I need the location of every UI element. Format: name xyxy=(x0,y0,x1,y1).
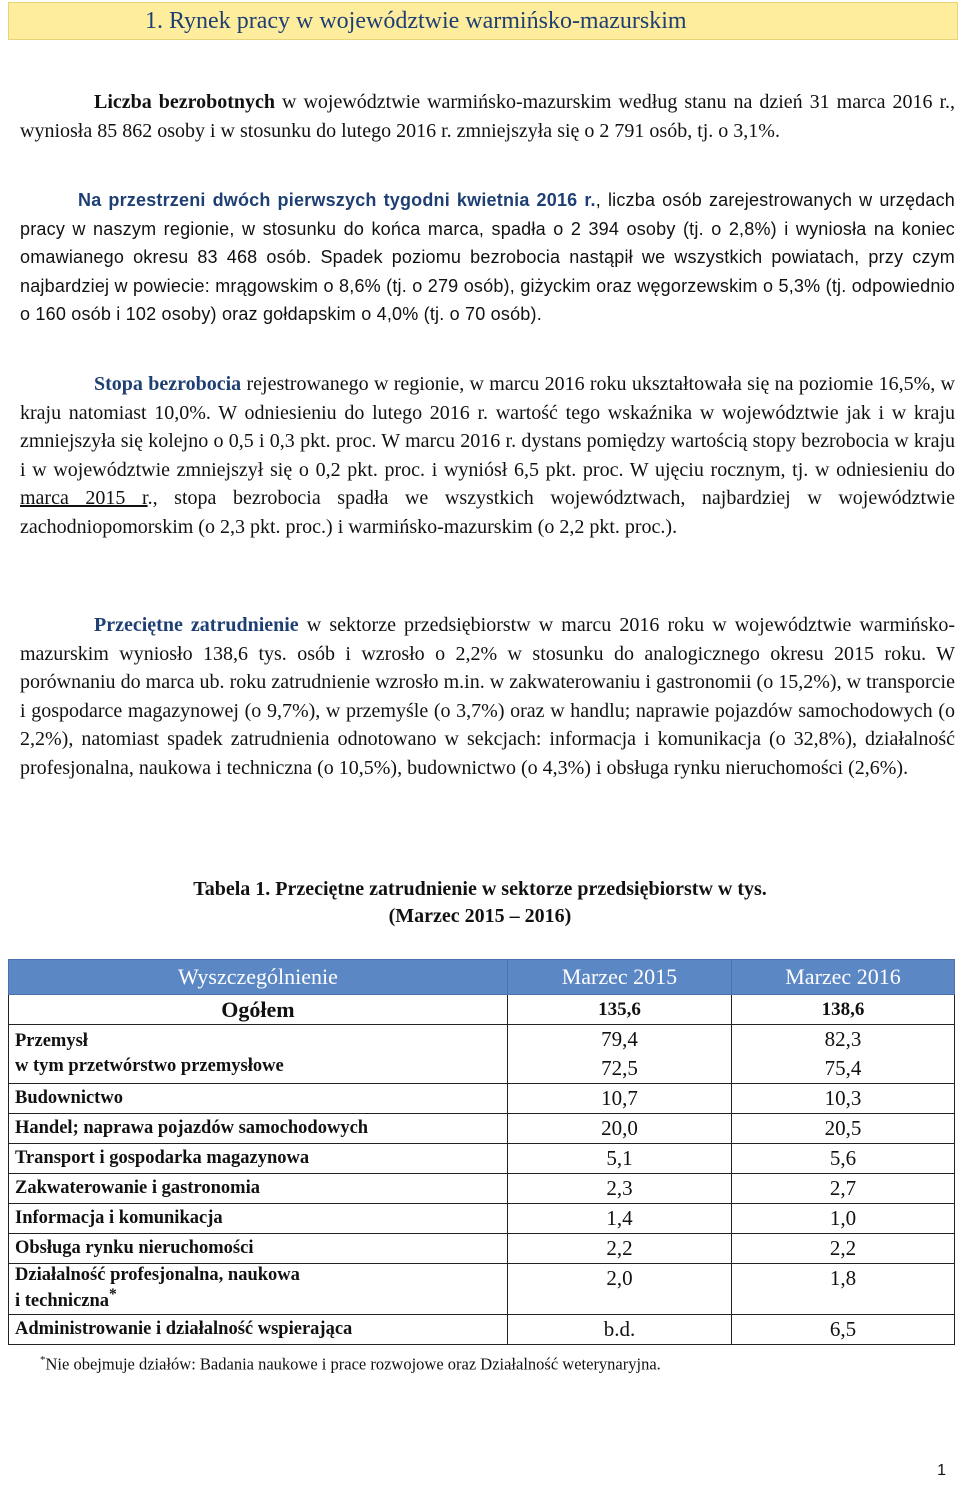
section-title: 1. Rynek pracy w województwie warmińsko-mazurskim xyxy=(145,8,687,34)
cell-2016 xyxy=(731,1025,954,1084)
table-row-industry xyxy=(9,1025,955,1084)
table-row xyxy=(9,1315,955,1345)
paragraph-rate xyxy=(20,370,955,541)
paragraph-april xyxy=(20,186,955,329)
table-footnote xyxy=(40,1354,661,1375)
cell-2015 xyxy=(507,1025,731,1084)
footnote-mark: * xyxy=(40,1354,46,1366)
column-header: Marzec 2016 xyxy=(731,960,954,995)
row-label-line: Przemysł xyxy=(15,1031,88,1051)
section-header xyxy=(8,2,958,40)
text-unemployed: w województwie warmińsko-mazurskim według stanu na dzień 31 marca 2016 r., wyniosła 85 862 osoby i w stosunku do lutego 2016 r. zmniejszyła się o 2 791 osób, tj. o 3,1%. xyxy=(20,91,955,142)
lead-rate: Stopa bezrobocia xyxy=(94,373,242,395)
table-row xyxy=(9,1084,955,1114)
text-rate-2: ., stopa bezrobocia spadła we wszystkich województwach, najbardziej w województwie zachodniopomorskim (o 2,3 pkt. proc.) i warmińsko-mazurskim (o 2,2 pkt. proc.). xyxy=(20,487,955,538)
cell-2016: 1,0 xyxy=(731,1204,954,1234)
row-label: Informacja i komunikacja xyxy=(9,1204,508,1234)
footnote-mark: * xyxy=(109,1286,117,1304)
cell-value: 79,4 xyxy=(601,1027,638,1051)
text-rate: rejestrowanego w regionie, w marcu 2016 roku ukształtowała się na poziomie 16,5%, w kraju natomiast 10,0%. W odniesieniu do lutego 2016 r. wartość tego wskaźnika w województwie jak i w kraju zmniejszyła się kolejno o 0,5 i 0,3 pkt. proc. W marcu 2016 r. dystans pomiędzy wartością stopy bezrobocia w kraju i w województwie zmniejszył się o 0,2 pkt. proc. i wyniósł 6,5 pkt. proc. W ujęciu rocznym, tj. w odniesieniu do xyxy=(20,373,956,481)
lead-employment: Przeciętne zatrudnienie xyxy=(94,614,299,636)
row-label-line: w tym przetwórstwo przemysłowe xyxy=(15,1056,284,1076)
cell-2015: 2,3 xyxy=(507,1174,731,1204)
row-label: Obsługa rynku nieruchomości xyxy=(9,1234,508,1264)
cell-2015: 135,6 xyxy=(507,995,731,1025)
cell-2016: 6,5 xyxy=(731,1315,954,1345)
page-number: 1 xyxy=(937,1462,946,1479)
table-caption: Tabela 1. Przeciętne zatrudnienie w sektorze przedsiębiorstw w tys. xyxy=(193,878,767,900)
cell-value: 75,4 xyxy=(824,1056,862,1080)
table-row-prof xyxy=(9,1264,955,1315)
cell-2016: 138,6 xyxy=(731,995,954,1025)
table-row xyxy=(9,1204,955,1234)
cell-2015: b.d. xyxy=(507,1315,731,1345)
row-label xyxy=(9,1264,508,1315)
cell-2016: 2,2 xyxy=(731,1234,954,1264)
row-label: Budownictwo xyxy=(9,1084,508,1114)
paragraph-employment xyxy=(20,611,955,782)
cell-value: 72,5 xyxy=(601,1056,638,1080)
table-caption-range: (Marzec 2015 – 2016) xyxy=(388,905,572,927)
cell-2016: 2,7 xyxy=(731,1174,954,1204)
row-label: Zakwaterowanie i gastronomia xyxy=(9,1174,508,1204)
cell-2016: 20,5 xyxy=(731,1114,954,1144)
footnote-text: Nie obejmuje działów: Badania naukowe i prace rozwojowe oraz Działalność weterynaryjna. xyxy=(45,1354,661,1374)
employment-table xyxy=(8,959,955,1345)
column-header: Marzec 2015 xyxy=(507,960,731,995)
table-row xyxy=(9,1114,955,1144)
cell-2015: 2,0 xyxy=(507,1264,731,1315)
paragraph-unemployed xyxy=(20,88,955,145)
row-label: Ogółem xyxy=(9,995,508,1025)
underlined-date: marca 2015 r xyxy=(20,487,148,509)
table-row-total xyxy=(9,995,955,1025)
row-label xyxy=(9,1025,508,1084)
text-employment: w sektorze przedsiębiorstw w marcu 2016 roku w województwie warmińsko-mazurskim wyniosło 138,6 tys. osób i wzrosło o 2,2% w stosunku do analogicznego okresu 2015 roku. W porównaniu do marca ub. roku zatrudnienie wzrosło m.in. w zakwaterowaniu i gastronomii (o 15,2%), w transporcie i gospodarce magazynowej (o 9,7%), w przemyśle (o 3,7%) oraz w handlu; naprawie pojazdów samochodowych (o 2,2%), natomiast spadek zatrudnienia odnotowano w sekcjach: informacja i komunikacja (o 32,8%), działalność profesjonalna, naukowa i techniczna (o 10,5%), budownictwo (o 4,3%) i obsługa rynku nieruchomości (2,6%). xyxy=(20,614,956,779)
row-label-text: i techniczna xyxy=(15,1291,110,1312)
lead-april: Na przestrzeni dwóch pierwszych tygodni kwietnia 2016 r. xyxy=(78,190,596,210)
cell-2015: 5,1 xyxy=(507,1144,731,1174)
cell-2015: 2,2 xyxy=(507,1234,731,1264)
cell-value: 82,3 xyxy=(824,1027,862,1051)
row-label-line xyxy=(15,1286,501,1312)
cell-2015: 10,7 xyxy=(507,1084,731,1114)
column-header: Wyszczególnienie xyxy=(9,960,508,995)
cell-2016: 10,3 xyxy=(731,1084,954,1114)
cell-2015: 20,0 xyxy=(507,1114,731,1144)
text-april: , liczba osób zarejestrowanych w urzędach pracy w naszym regionie, w stosunku do końca marca, spadła o 2 394 osoby (tj. o 2,8%) i wyniosła na koniec omawianego okresu 83 468 osób. xyxy=(20,190,955,267)
cell-2015: 1,4 xyxy=(507,1204,731,1234)
row-label: Transport i gospodarka magazynowa xyxy=(9,1144,508,1174)
table-row xyxy=(9,1144,955,1174)
row-label-line: Działalność profesjonalna, naukowa xyxy=(15,1265,300,1286)
cell-2016: 1,8 xyxy=(731,1264,954,1315)
table-row xyxy=(9,1234,955,1264)
text-april-2: Spadek poziomu bezrobocia nastąpił we wszystkich powiatach, przy czym najbardziej w powiecie: mrągowskim o 8,6% (tj. o 279 osób), giżyckim oraz węgorzewskim o 5,3% (tj. odpowiednio o 160 osób i 102 osoby) oraz gołdapskim o 4,0% (tj. o 70 osób). xyxy=(20,247,956,324)
row-label: Handel; naprawa pojazdów samochodowych xyxy=(9,1114,508,1144)
table-header-row xyxy=(9,960,955,995)
cell-2016: 5,6 xyxy=(731,1144,954,1174)
row-label: Administrowanie i działalność wspierająca xyxy=(9,1315,508,1345)
table-row xyxy=(9,1174,955,1204)
lead-unemployed: Liczba bezrobotnych xyxy=(94,91,276,113)
